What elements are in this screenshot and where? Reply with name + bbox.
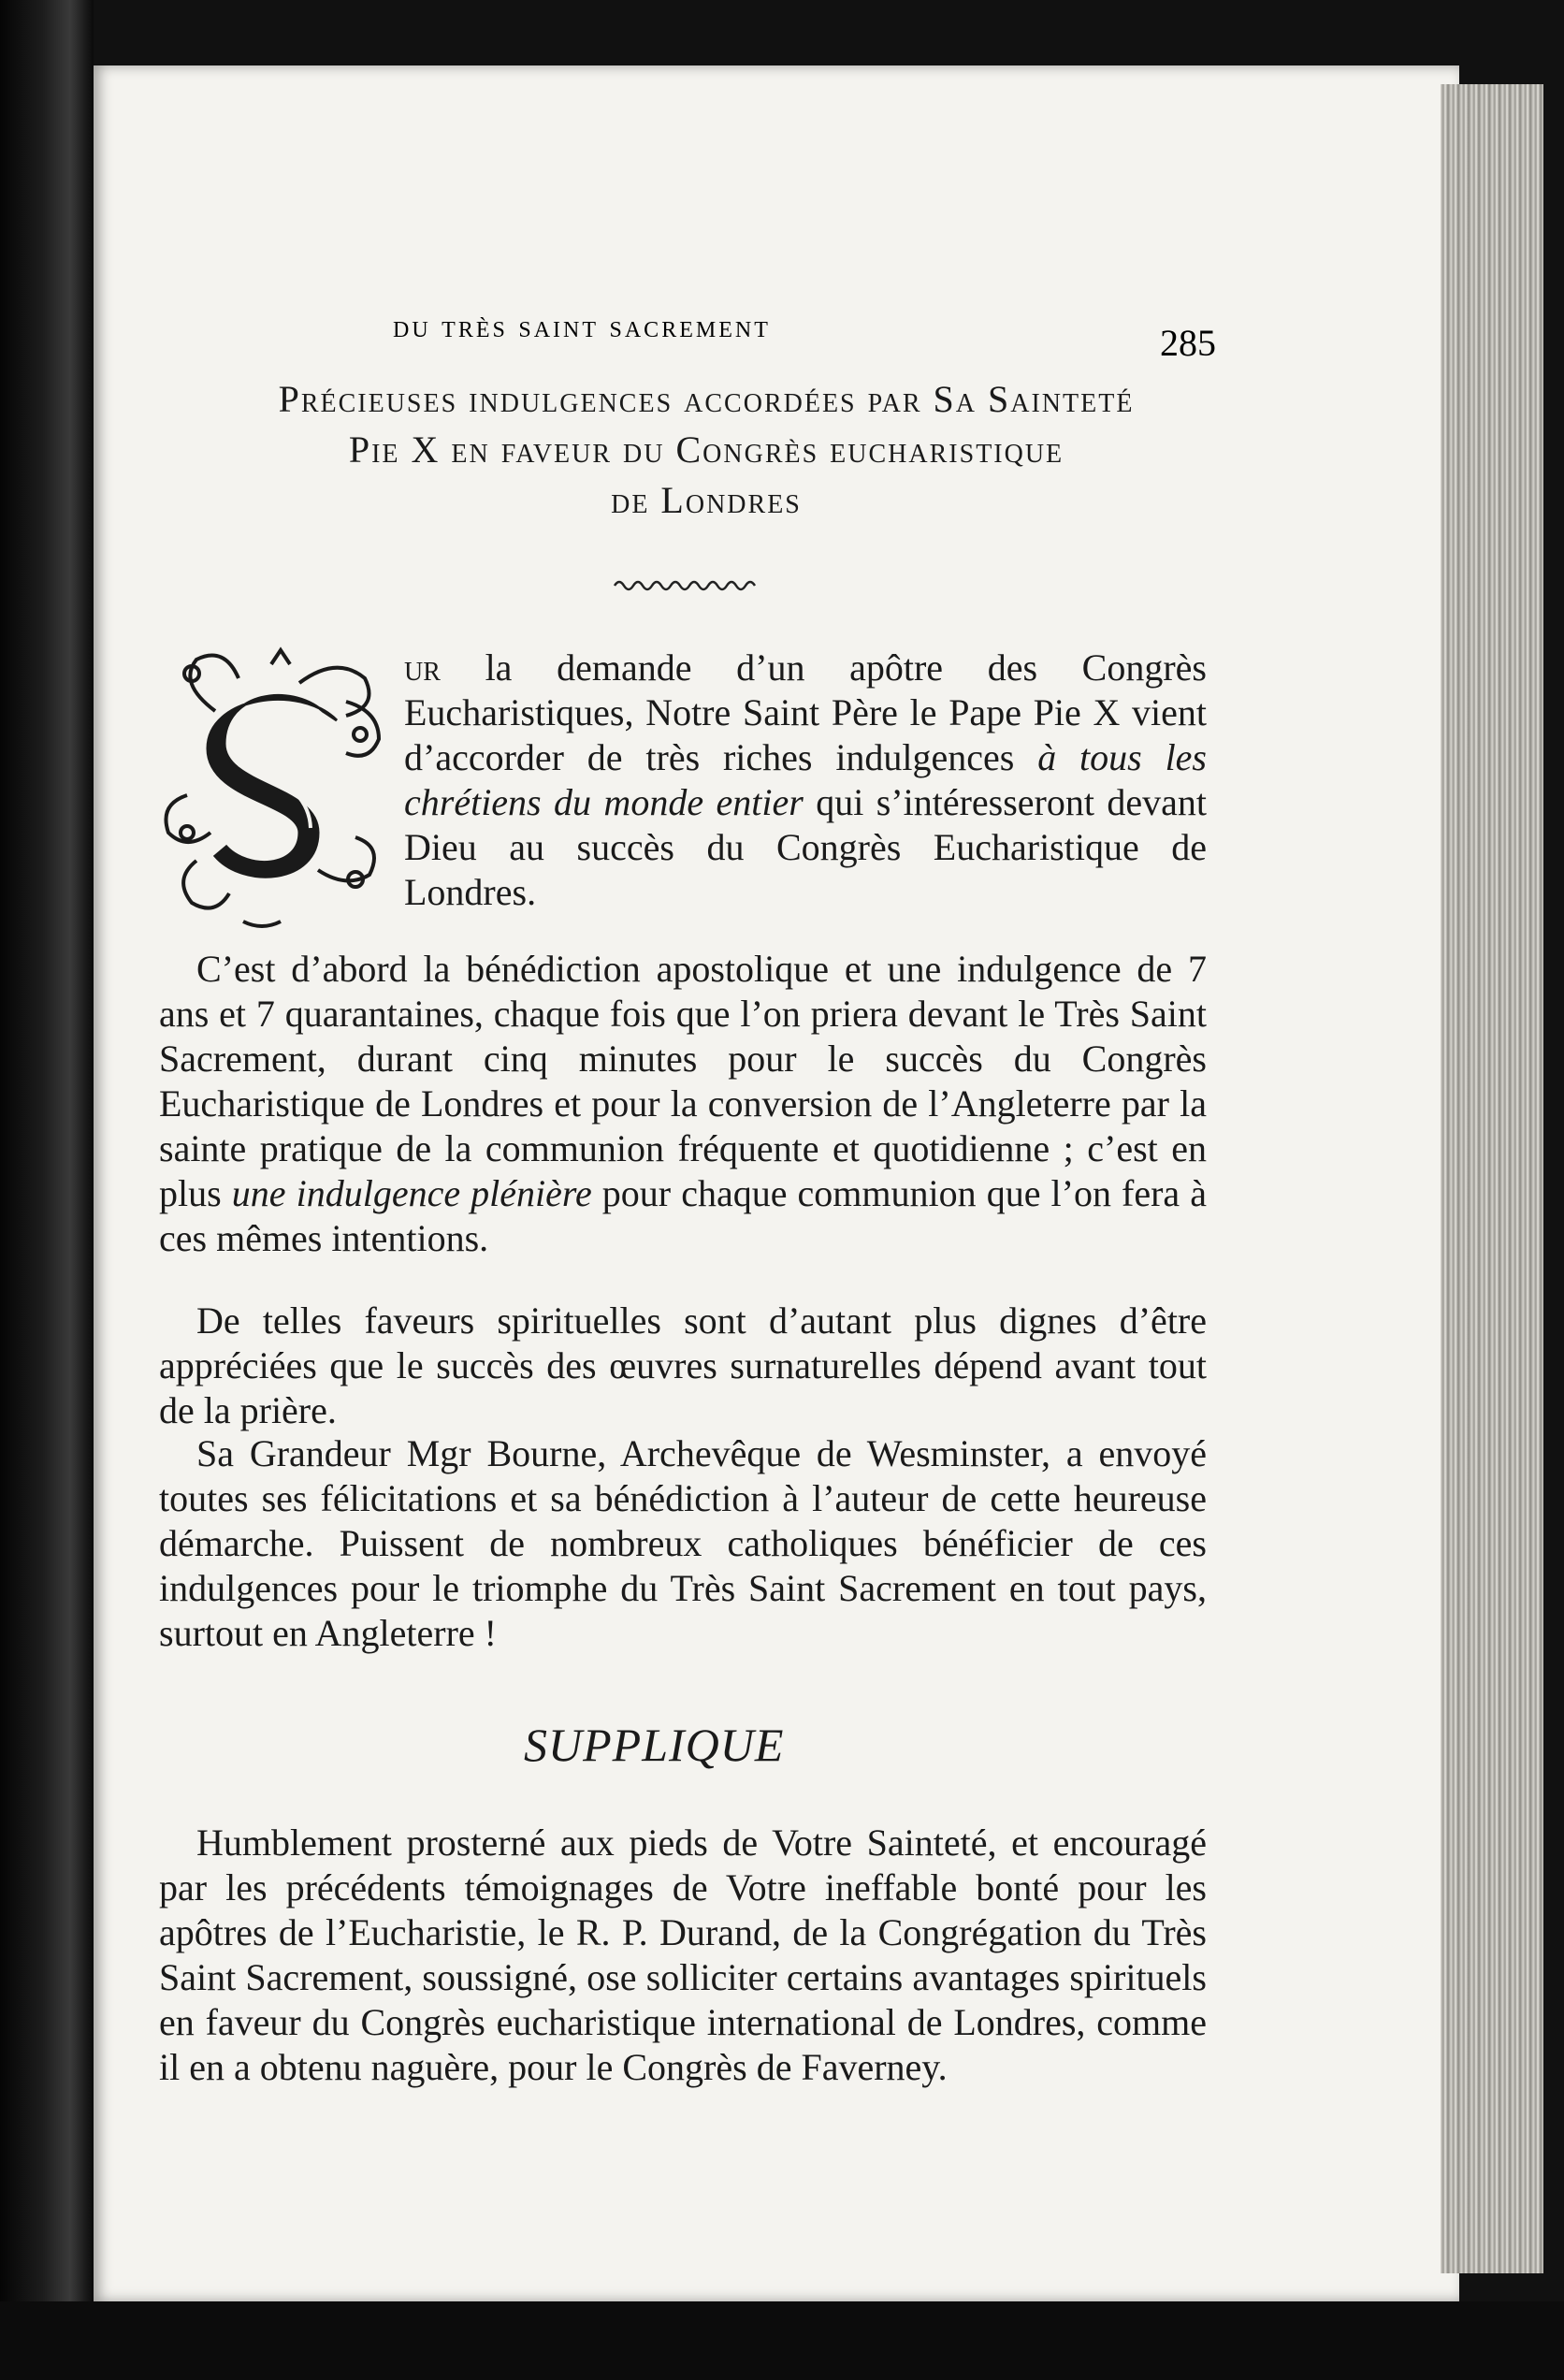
paragraph-supplique: Humblement prosterné aux pieds de Votre Sainteté, et encouragé par les précédents témoignages de Votre ineffable bonté pour les apôtres de l’Eucharistie, le R. P. Durand, de la Congrégation du Très Saint Sacrement, soussigné, ose solliciter certains avantages spirituels en faveur du Congrès eucharistique international de Londres, comme il en a obtenu naguère, pour le Congrès de Faverney. [159,1821,1207,2088]
paragraph-indulgences [159,947,1207,1261]
p2-text-b: pour chaque communion que l’on fera à ces mêmes intentions. [159,1172,1208,1259]
paragraph-bourne: Sa Grandeur Mgr Bourne, Archevêque de Wesminster, a envoyé toutes ses félicitations et sa bénédiction à l’auteur de cette heureuse démarche. Puissent de nombreux catholiques bénéficier de ces indulgences pour le triomphe du Très Saint Sacrement en tout pays, surtout en Angleterre ! [159,1432,1207,1654]
wavy-divider-ornament [613,573,762,595]
paragraph-faveurs: De telles faveurs spirituelles sont d’autant plus dignes d’être appréciées que le succès des œuvres surnaturelles dépend avant tout de la prière. [159,1299,1207,1431]
intro-paragraph [159,646,1207,936]
scan-bottom-border [0,2301,1564,2380]
article-title [168,374,1244,526]
running-head: du très saint sacrement [393,310,771,344]
section-title-supplique: SUPPLIQUE [524,1719,785,1771]
intro-text-b: qui s’intéresseront devant Dieu au succès du Congrès Eucharistique de Londres. [404,781,1207,913]
title-line-3: de Londres [611,479,802,521]
p2-italic: une indulgence plénière [231,1172,592,1214]
ornate-dropcap-s [159,646,393,936]
intro-italic: à tous les chrétiens du monde entier [404,736,1207,823]
page-stack-edge [1441,84,1543,2273]
intro-text-a: la demande d’un apôtre des Congrès Eucharistiques, Notre Saint Père le Pape Pie X vient d’accorder de très riches indulgences [404,646,1207,778]
book-binding-edge [0,0,94,2380]
title-line-2: Pie X en faveur du Congrès eucharistique [348,428,1064,471]
page-number: 285 [1160,322,1216,364]
page-header [393,304,1216,364]
intro-lead: ur [404,646,441,689]
p2-text-a: C’est d’abord la bénédiction apostolique et une indulgence de 7 ans et 7 quarantaines, chaque fois que l’on priera devant le Très Saint Sacrement, durant cinq minutes pour le succès du Congrès Eucharistique de Londres et pour la conversion de l’Angleterre par la sainte pratique de la communion fréquente et quotidienne ; c’est en plus [159,948,1207,1214]
title-line-1: Précieuses indulgences accordées par Sa Sainteté [278,378,1135,420]
